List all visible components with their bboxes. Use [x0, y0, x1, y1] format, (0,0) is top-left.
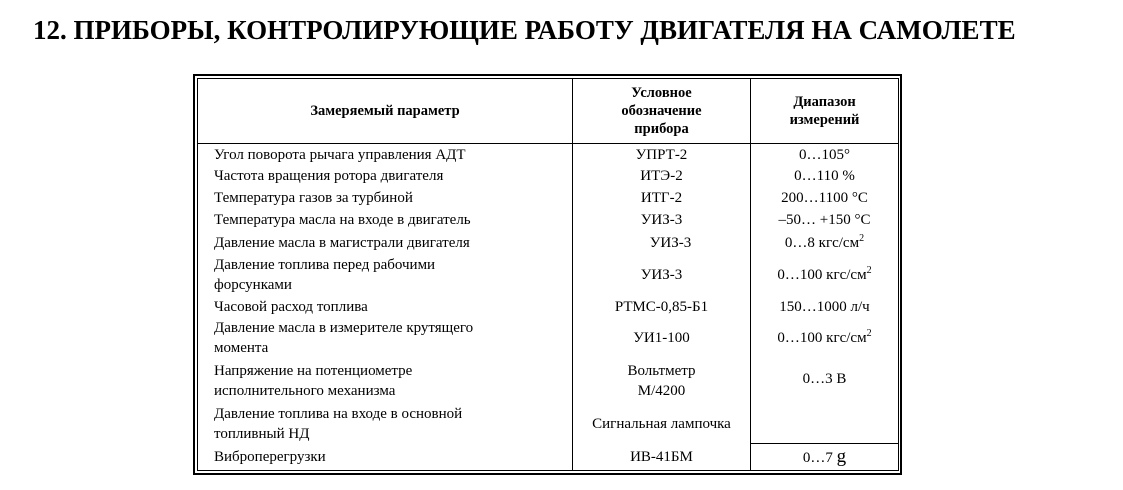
header-device-line: обозначение: [621, 103, 702, 119]
header-parameter: [198, 79, 573, 144]
device-cell: [573, 359, 751, 404]
range-value: 0…100 кгс/см: [777, 330, 867, 347]
device-cell: РТМС-0,85-Б1: [573, 296, 751, 318]
device-cell: УИЗ-3: [573, 208, 751, 230]
range-superscript: 2: [866, 328, 872, 340]
range-superscript: 2: [866, 265, 872, 277]
parameter-line: исполнительного механизма: [214, 383, 396, 400]
header-range-line: измерений: [789, 112, 860, 128]
parameter-line: момента: [214, 340, 269, 357]
parameter-cell: Угол поворота рычага управления АДТ: [198, 144, 573, 166]
table-row: [198, 359, 899, 404]
range-cell: [751, 359, 899, 444]
parameter-line: Давление масла в измерителе крутящего: [214, 320, 474, 337]
range-cell: 200…1100 °С: [751, 187, 899, 208]
range-value: 0…3 В: [802, 370, 847, 387]
parameter-cell: Давление масла в магистрали двигателя: [198, 231, 573, 255]
range-cell: [751, 231, 899, 255]
device-cell: Сигнальная лампочка: [573, 403, 751, 444]
parameter-cell: [198, 403, 573, 444]
table-row: [198, 444, 899, 471]
parameter-line: Давление топлива перед рабочими: [214, 257, 436, 274]
header-device: [573, 79, 751, 144]
device-cell: УИ1-100: [573, 318, 751, 359]
parameter-cell: Температура масла на входе в двигатель: [198, 208, 573, 230]
parameter-line: форсунками: [214, 277, 292, 294]
device-line: М/4200: [637, 383, 686, 400]
range-value: 0…8 кгс/см: [784, 234, 860, 251]
table-row: [198, 187, 899, 208]
range-cell: [751, 255, 899, 296]
range-cell: [751, 318, 899, 359]
device-cell: ИТГ-2: [573, 187, 751, 208]
header-device-line: прибора: [634, 121, 689, 137]
range-cell: [751, 444, 899, 471]
header-range: [751, 79, 899, 144]
parameter-line: топливный НД: [214, 425, 310, 442]
table-row: [198, 231, 899, 255]
range-value: 0…100 кгс/см: [777, 267, 867, 284]
parameter-cell: [198, 359, 573, 404]
range-cell: –50… +150 °С: [751, 208, 899, 230]
device-cell: ИВ-41БМ: [573, 444, 751, 471]
table-header-row: [198, 79, 899, 144]
page-title: 12. ПРИБОРЫ, КОНТРОЛИРУЮЩИЕ РАБОТУ ДВИГАТЕЛЯ НА САМОЛЕТЕ: [33, 15, 1016, 45]
range-unit: g: [836, 445, 847, 467]
parameter-cell: Виброперегрузки: [198, 444, 573, 471]
device-cell: ИТЭ-2: [573, 166, 751, 187]
table-row: [198, 255, 899, 296]
device-cell: УИЗ-3: [573, 231, 751, 255]
table-row: [198, 208, 899, 230]
table-row: [198, 166, 899, 187]
parameter-cell: Частота вращения ротора двигателя: [198, 166, 573, 187]
parameter-cell: Часовой расход топлива: [198, 296, 573, 318]
parameter-cell: [198, 318, 573, 359]
header-range-line: Диапазон: [793, 94, 856, 110]
range-value: 0…7: [802, 449, 837, 466]
table-row: [198, 144, 899, 166]
header-device-line: Условное: [631, 85, 692, 101]
parameter-cell: [198, 255, 573, 296]
device-line: Вольтметр: [627, 363, 696, 380]
table-row: [198, 296, 899, 318]
device-cell: УИЗ-3: [573, 255, 751, 296]
parameter-line: Напряжение на потенциометре: [214, 363, 413, 380]
range-superscript: 2: [859, 232, 865, 244]
parameter-cell: Температура газов за турбиной: [198, 187, 573, 208]
instruments-table: [197, 78, 899, 471]
range-cell: 0…105°: [751, 144, 899, 166]
range-cell: 0…110 %: [751, 166, 899, 187]
range-cell: 150…1000 л/ч: [751, 296, 899, 318]
device-cell: УПРТ-2: [573, 144, 751, 166]
header-parameter-label: Замеряемый параметр: [310, 103, 460, 119]
instruments-table-frame: [193, 74, 902, 475]
table-row: [198, 318, 899, 359]
parameter-line: Давление топлива на входе в основной: [214, 405, 463, 422]
